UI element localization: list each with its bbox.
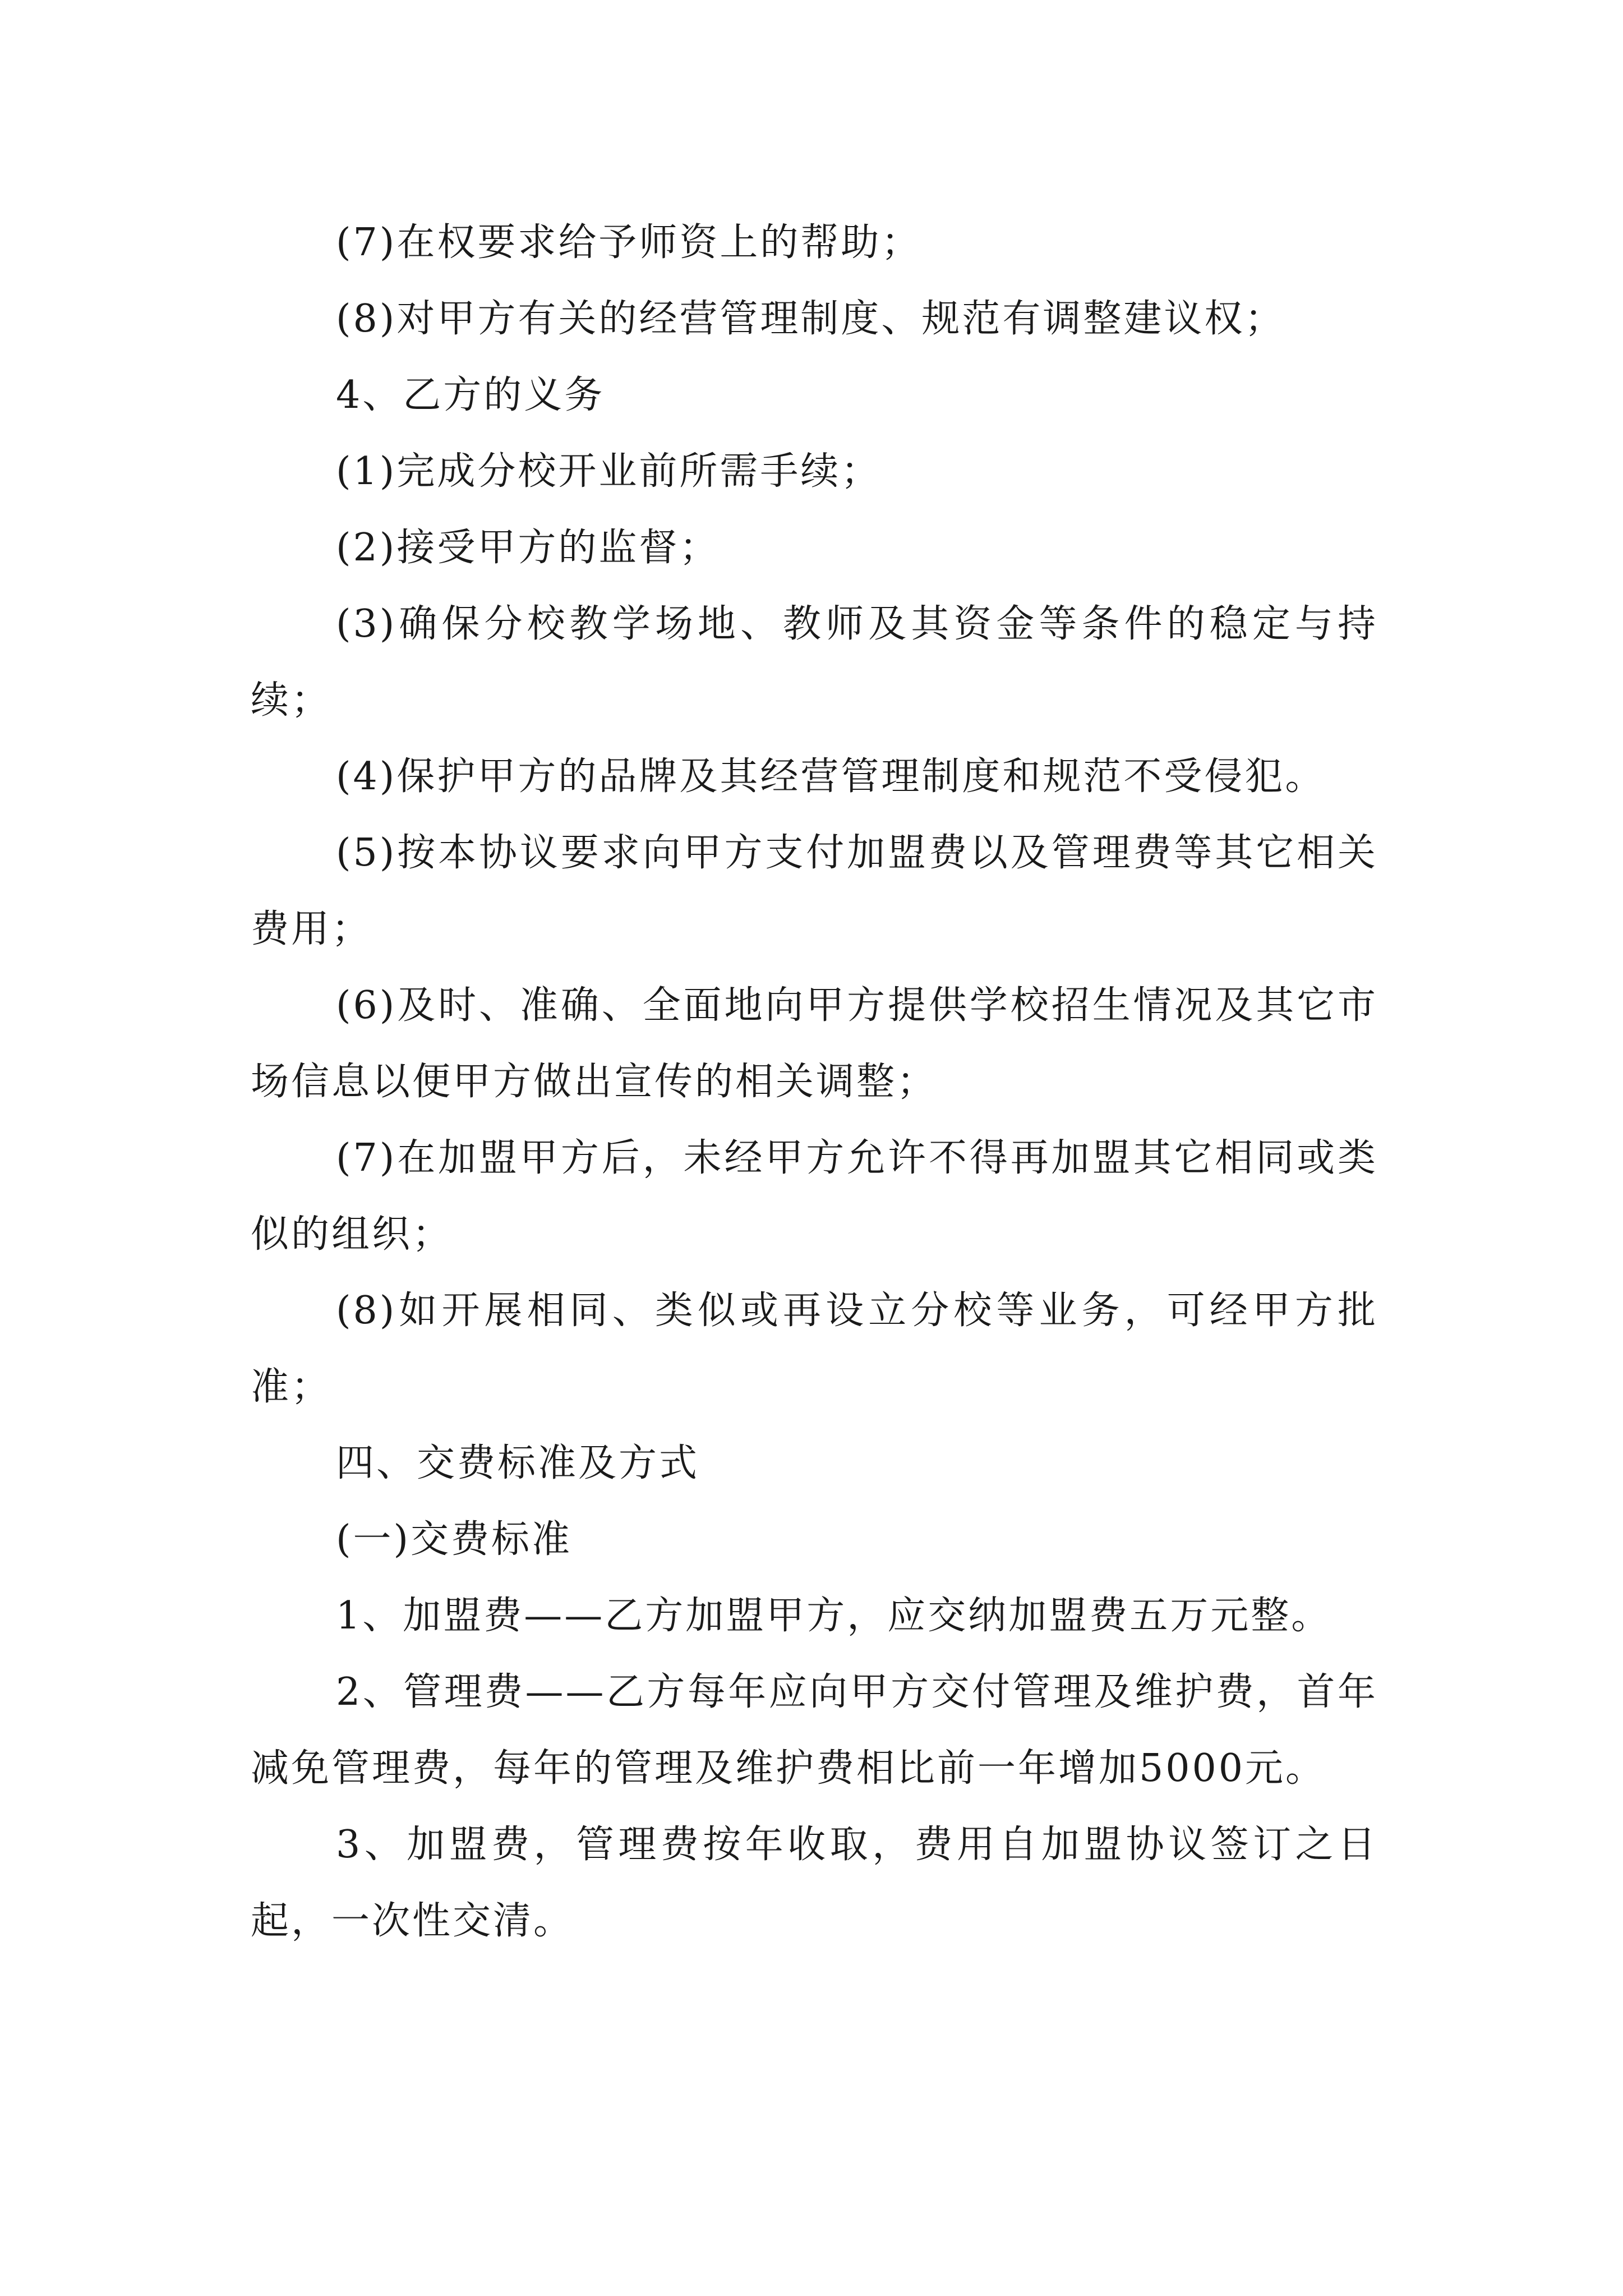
paragraph-obligation-7: (7)在加盟甲方后，未经甲方允许不得再加盟其它相同或类似的组织； bbox=[251, 1136, 1378, 1257]
paragraph-franchise-fee: 1、加盟费——乙方加盟甲方，应交纳加盟费五万元整。 bbox=[336, 1594, 1332, 1638]
paragraph-obligation-8: (8)如开展相同、类似或再设立分校等业务，可经甲方批准； bbox=[251, 1289, 1378, 1409]
paragraph-obligation-2: (2)接受甲方的监督； bbox=[336, 526, 720, 570]
paragraph-obligation-5: (5)按本协议要求向甲方支付加盟费以及管理费等其它相关费用； bbox=[251, 831, 1378, 951]
paragraph-obligation-4: (4)保护甲方的品牌及其经营管理制度和规范不受侵犯。 bbox=[336, 754, 1326, 799]
paragraph-obligation-6: (6)及时、准确、全面地向甲方提供学校招生情况及其它市场信息以便甲方做出宣传的相关调整； bbox=[251, 983, 1378, 1104]
document-body bbox=[251, 205, 1378, 1959]
section-heading-party-b-obligations: 4、乙方的义务 bbox=[336, 373, 605, 417]
paragraph-obligation-1: (1)完成分校开业前所需手续； bbox=[336, 449, 882, 494]
paragraph-management-fee: 2、管理费——乙方每年应向甲方交付管理及维护费，首年减免管理费，每年的管理及维护费相比前一年增加5000元。 bbox=[251, 1670, 1378, 1791]
paragraph-right-7: (7)在权要求给予师资上的帮助； bbox=[336, 220, 922, 265]
subsection-heading-fee-standard: (一)交费标准 bbox=[336, 1517, 573, 1562]
paragraph-fee-collection: 3、加盟费，管理费按年收取，费用自加盟协议签订之日起，一次性交清。 bbox=[251, 1823, 1378, 1943]
paragraph-right-8: (8)对甲方有关的经营管理制度、规范有调整建议权； bbox=[336, 297, 1285, 341]
paragraph-obligation-3: (3)确保分校教学场地、教师及其资金等条件的稳定与持续； bbox=[251, 602, 1378, 723]
section-heading-fee-standards: 四、交费标准及方式 bbox=[336, 1441, 700, 1485]
